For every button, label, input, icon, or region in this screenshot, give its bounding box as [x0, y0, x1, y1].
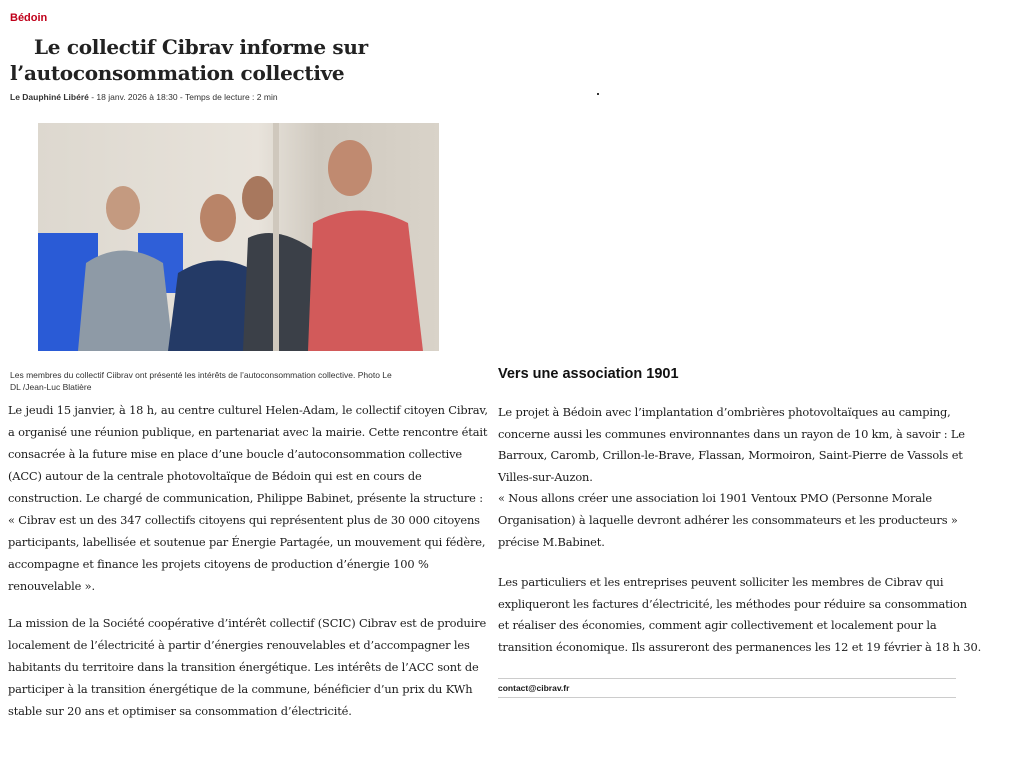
text-line: (ACC) autour de la centrale photovoltaïque de Bédoin qui est en cours de: [8, 469, 422, 483]
caption-line: DL /Jean-Luc Blatière: [10, 382, 92, 392]
text-line: concerne aussi les communes environnantes dans un rayon de 10 km, à savoir : Le: [498, 426, 965, 441]
text-line: La mission de la Société coopérative d’intérêt collectif (SCIC) Cibrav est de produire: [8, 616, 487, 630]
paragraph-3: [498, 402, 965, 553]
text-line: construction. Le chargé de communication, Philippe Babinet, présente la structure :: [8, 491, 483, 505]
text-line: « Cibrav est un des 347 collectifs citoyens qui représentent plus de 30 000 citoyens: [8, 513, 480, 527]
text-line: a organisé une réunion publique, en partenariat avec la mairie. Cette rencontre était: [8, 425, 488, 439]
dot-mark: [597, 93, 599, 95]
text-line: Le jeudi 15 janvier, à 18 h, au centre culturel Helen-Adam, le collectif citoyen Cibrav,: [8, 403, 488, 417]
text-line: localement de l’électricité à partir d’énergies renouvelables et d’accompagner les: [8, 638, 470, 652]
text-line: consacrée à la future mise en place d’une boucle d’autoconsommation collective: [8, 447, 463, 461]
article-photo: [38, 123, 439, 351]
subheading: Vers une association 1901: [498, 366, 679, 382]
text-line: Barroux, Caromb, Crillon-le-Brave, Flassan, Mormoiron, Saint-Pierre de Vassols et: [498, 448, 963, 463]
contact-email[interactable]: contact@cibrav.fr: [498, 678, 956, 698]
paragraph-2: [8, 612, 486, 722]
text-line: et réaliser des économies, comment agir collectivement et localement pour la: [498, 618, 937, 633]
title-line: l’autoconsommation collective: [10, 61, 345, 85]
caption-line: Les membres du collectif Ciibrav ont présenté les intérêts de l’autoconsommation collective. Photo Le: [10, 370, 392, 380]
text-line: Les particuliers et les entreprises peuvent solliciter les membres de Cibrav qui: [498, 575, 944, 589]
text-line: accompagne et finance les projets citoyens de production d’énergie 100 %: [8, 557, 429, 571]
text-line: stable sur 20 ans et optimiser sa consommation d’électricité.: [8, 704, 352, 718]
article-meta: [10, 92, 278, 102]
article-title: [10, 34, 368, 86]
text-line: Le projet à Bédoin avec l’implantation d’ombrières photovoltaïques au camping,: [498, 405, 951, 419]
text-line: précise M.Babinet.: [498, 534, 605, 549]
paragraph-1: [8, 399, 488, 597]
text-line: habitants du territoire dans la transition énergétique. Les intérêts de l’ACC sont de: [8, 660, 479, 674]
text-line: Organisation) à laquelle devront adhérer les consommateurs et les producteurs »: [498, 512, 958, 527]
text-line: participants, labellisée et soutenue par Énergie Partagée, un mouvement qui fédère,: [8, 535, 486, 549]
text-line: participer à la transition énergétique de la commune, bénéficier d’un prix du KWh: [8, 682, 473, 696]
photo-people-illustration: [38, 123, 439, 351]
photo-caption: [10, 369, 460, 393]
title-line: Le collectif Cibrav informe sur: [34, 35, 368, 59]
text-line: renouvelable ».: [8, 579, 95, 593]
source-name: Le Dauphiné Libéré: [10, 92, 89, 102]
text-line: Villes-sur-Auzon.: [498, 469, 593, 484]
text-line: expliqueront les factures d’électricité, les méthodes pour réduire sa consommation: [498, 596, 967, 611]
paragraph-4: [498, 572, 981, 658]
rubric-location[interactable]: Bédoin: [10, 12, 48, 24]
date-reading-time: - 18 janv. 2026 à 18:30 - Temps de lecture : 2 min: [88, 92, 278, 102]
text-line: transition économique. Ils assureront des permanences les 12 et 19 février à 18 h 30.: [498, 639, 982, 654]
text-line: « Nous allons créer une association loi 1901 Ventoux PMO (Personne Morale: [498, 491, 932, 506]
